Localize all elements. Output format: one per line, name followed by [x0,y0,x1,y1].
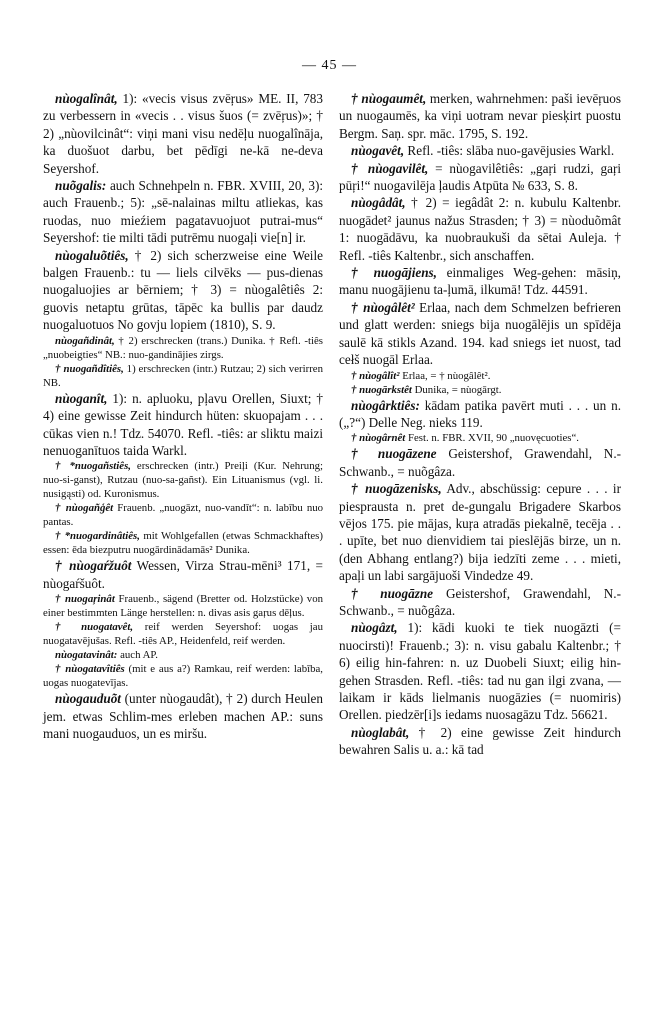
dictionary-entry [43,592,323,620]
dictionary-entry [43,390,323,460]
dictionary-entry [43,557,323,592]
dictionary-entry [339,480,621,584]
entry-headword: nùogañdinât, [55,334,115,347]
columns [0,90,659,1010]
dictionary-entry [339,397,621,432]
entry-body: Frauenb. „nuogāzt, nuo-vandīt“: n. labību nuo pantas. [43,502,324,529]
entry-headword: † nuogañdîtiês, [55,362,124,375]
dictionary-entry [339,724,621,759]
entry-body: kādam patika pavērt muti . . . un n. („?“) Delle Neg. nieks 119. [339,397,621,430]
entry-body: Wessen, Virza Strau-mēni³ 171, = nùogaŕšuôt. [43,558,323,591]
entry-headword: † nùogaumêt, [351,91,427,106]
dictionary-entry [43,177,323,247]
entry-headword: nùogâdât, [351,195,406,211]
entry-body: † 2) erschrecken (trans.) Dunika. † Refl. -tiês „nuobeigties“ NB.: nuo-gandinājies zirgs. [43,334,323,361]
entry-body: Erlaa, nach dem Schmelzen befrieren und glatt werden: sniegs bija nuogālējis un spīdēja saulē kā stikls Azand. 194. kad sniegs iet nuost, tad cełš nuogāl Erlaa. [339,299,621,368]
entry-headword: † *nuogardinâtiês, [55,530,140,543]
entry-headword: nùogavêt, [351,143,405,159]
entry-headword: † nuogārkstêt [351,383,412,396]
page-number: — 45 — [302,58,357,73]
dictionary-entry [339,160,621,195]
dictionary-entry [339,299,621,369]
entry-headword: nùogâzt, [351,620,398,636]
left-column [43,90,323,742]
entry-headword: † nùogavilêt, [351,160,429,176]
entry-body: (unter nùogaudât), † 2) durch Heulen jem. etwas Schlim-mes erleben machen AP.: suns mani nuogauduos, un es miršu. [43,691,323,741]
dictionary-entry [43,362,323,390]
entry-headword: † nuogaŗinât [55,593,115,606]
dictionary-entry [43,648,323,662]
entry-headword: † nuogāzenisks, [351,481,442,497]
dictionary-entry [339,585,621,620]
entry-headword: nùogalînât, [55,91,118,106]
entry-body: Frauenb., sägend (Bretter od. Holzstücke) von einer bestimmten Länge herstellen: n. divas asis gaŗus dēļus. [43,593,323,620]
dictionary-entry [339,369,621,383]
entry-body: auch AP. [117,649,158,662]
entry-body: = nùogavilêtiês: „gaŗi rudzi, gaŗi pūŗi!“ nuogavilēja ļaudis Atpūta № 633, S. 8. [339,160,621,194]
entry-body: Refl. -tiês: slāba nuo-gavējusies Warkl. [404,143,615,159]
entry-body: auch Schnehpeln n. FBR. XVIII, 20, 3): auch Frauenb.; 5): „sē-nalainas miltu atliekas, kas ruodas, nuo mieźiem pagatavuojuot putrai-mus“ Seyershof: tie milti tādi putrēmu nuogaļi vie[n] ir. [43,178,323,246]
dictionary-entry [43,662,323,690]
entry-body: (mit e aus a?) Ramkau, reif werden: labība, uogas nuogatevījas. [43,663,323,690]
entry-body: † 2) eine gewisse Zeit hindurch bewahren Salis u. a.: kā tad [339,724,621,758]
dictionary-entry [43,690,323,742]
entry-headword: † nuogāzene [351,446,437,462]
entry-headword: nuõgalis: [55,178,107,194]
entry-headword: nùogatavinât: [55,649,118,662]
dictionary-entry [43,529,323,557]
entry-body: 1): n. apluoku, pļavu Orellen, Siuxt; † 4) eine gewisse Zeit hindurch hüten: skuopajam . . . cūkas vien n.! Tdz. 54070. Refl. -tiês: ar sliktu maizi nenuoganītuos taida Warkl. [43,390,323,458]
entry-headword: † nùogâlît² [351,369,400,382]
entry-body: 1): «vecis visus zvēŗus» ME. II, 783 zu verbessern in «vecis . . visus šuos (= zvēŗus)»; † 2) „nùovilcinât“: viņi mani visu nedēļu nuogalînāja, ka duošuot darbu, bet pēdīgi ne-kā ne-deva Seyershof. [43,91,323,176]
entry-body: Dunika, = nùogārgt. [411,383,502,396]
entry-body: einmaliges Weg-gehen: māsiņ, manu nuogājienu ta-ļumā, ilkumā! Tdz. 44591. [339,265,621,298]
entry-body: Erlaa, = † nùogâlêt². [399,369,491,382]
entry-headword: † nuogatavêt, [55,621,134,634]
entry-body: † 2) = iegâdât 2: n. kubulu Kaltenbr. nuogādet² jaunus nažus Strasden; † 3) = nùoduõmât 1: nuogādāvu, ka nuobraukuši da sētai Auleja. † Refl. -tiês Kaltenbr., sich anschaffen. [339,195,621,263]
dictionary-entry [43,620,323,648]
entry-headword: † *nuogañstiês, [55,460,131,473]
entry-headword: † nùogañģêt [55,502,114,515]
entry-body: 1): kādi kuoki te tiek nuogāzti (= nuocirsti)! Frauenb.; 3): n. visu gabalu Kaltenbr.; † 6) eilig hin-fahren: n. uz Duobeli Siuxt; eilig hin-gehen Strasden. Refl. -tiês: tad nu gan ilgi zvana, — laikam ir kāds lielmanis nuogāzies (= nuomiris) Orellen. piedzēr[i]s iedams nuosagāzu Tdz. 56621. [339,620,621,723]
entry-headword: nùogauduõt [55,691,121,707]
dictionary-entry [339,619,621,723]
entry-body: mit Wohlgefallen (etwas Schmackhaftes) essen: ēda biezputru nuogārdinādamās² Dunika. [43,530,323,557]
entry-body: Geistershof, Grawendahl, N.-Schwanb., = nuõgâza. [339,585,621,618]
entry-headword: nùoganît, [55,390,108,406]
dictionary-entry [43,90,323,177]
entry-body: † 2) sich scherzweise eine Weile balgen Frauenb.: tu — liels cilvēks — pus-dienas nuogaluojies ar bērniem; † 3) = nùogalêtiês 2: guovis netaptu grūtas, tāpēc ka bullis par daudz nuogaluotuos No govju lopiem (1810), S. 9. [43,247,323,333]
entry-body: Adv., abschüssig: cepure . . . ir piesprausta n. pret de-gungalu Brigadere Skarbos vējos 175. pie mājas, kuŗa atradās piekalnē, tecēja . . . upīte, bet nuo dienvidiem tai pieslējās birze, un n. (den Abhang entlang?) bija iedzīti zeme . . . mieti, apaļi un labi sargājuoši Vindedze 49. [339,481,621,584]
entry-headword: nùogârktiês: [351,397,420,413]
dictionary-entry [339,90,621,142]
dictionary-entry [43,459,323,501]
entry-headword: † nùogârnêt [351,432,406,445]
entry-headword: † nuogāzne [351,585,434,601]
entry-headword: † nùogaŕžuôt [55,558,132,574]
entry-body: 1) erschrecken (intr.) Rutzau; 2) sich verirren NB. [43,362,323,389]
dictionary-entry [43,334,323,362]
entry-headword: nùogaluõtiês, [55,247,129,263]
entry-body: Fest. n. FBR. XVII, 90 „nuovęcuoties“. [405,432,579,445]
dictionary-entry [339,445,621,480]
dictionary-entry [339,194,621,264]
entry-body: reif werden Seyershof: uogas jau nuogatavējušas. Refl. -tiês AP., Heidenfeld, reif werden. [43,621,324,648]
entry-headword: † nùogâlêt² [351,299,415,315]
dictionary-entry [43,501,323,529]
entry-headword: † nuogājiens, [351,265,437,281]
entry-body: merken, wahrnehmen: paši ievēŗuos un nuogaumēs, ka viņi uotram nevar piesķirt puostu Bergm. Saņ. spr. māc. 1795, S. 192. [339,91,622,141]
entry-body: Geistershof, Grawendahl, N.-Schwanb., = nuõgâza. [339,446,622,479]
dictionary-entry [339,383,621,397]
entry-headword: † nùogatavîtiês [55,663,125,676]
entry-headword: nùoglabât, [351,724,410,740]
dictionary-entry [339,264,621,299]
dictionary-entry [339,142,621,159]
entry-body: erschrecken (intr.) Preiļi (Kur. Nehrung; nuo-si-ganst), Rutzau (nuo-sa-gañst). Ein Lituanismus (vgl. li. nusigąsti) od. Kuronismus. [43,460,323,501]
dictionary-entry [339,431,621,445]
dictionary-entry [43,247,323,334]
right-column [339,90,621,759]
